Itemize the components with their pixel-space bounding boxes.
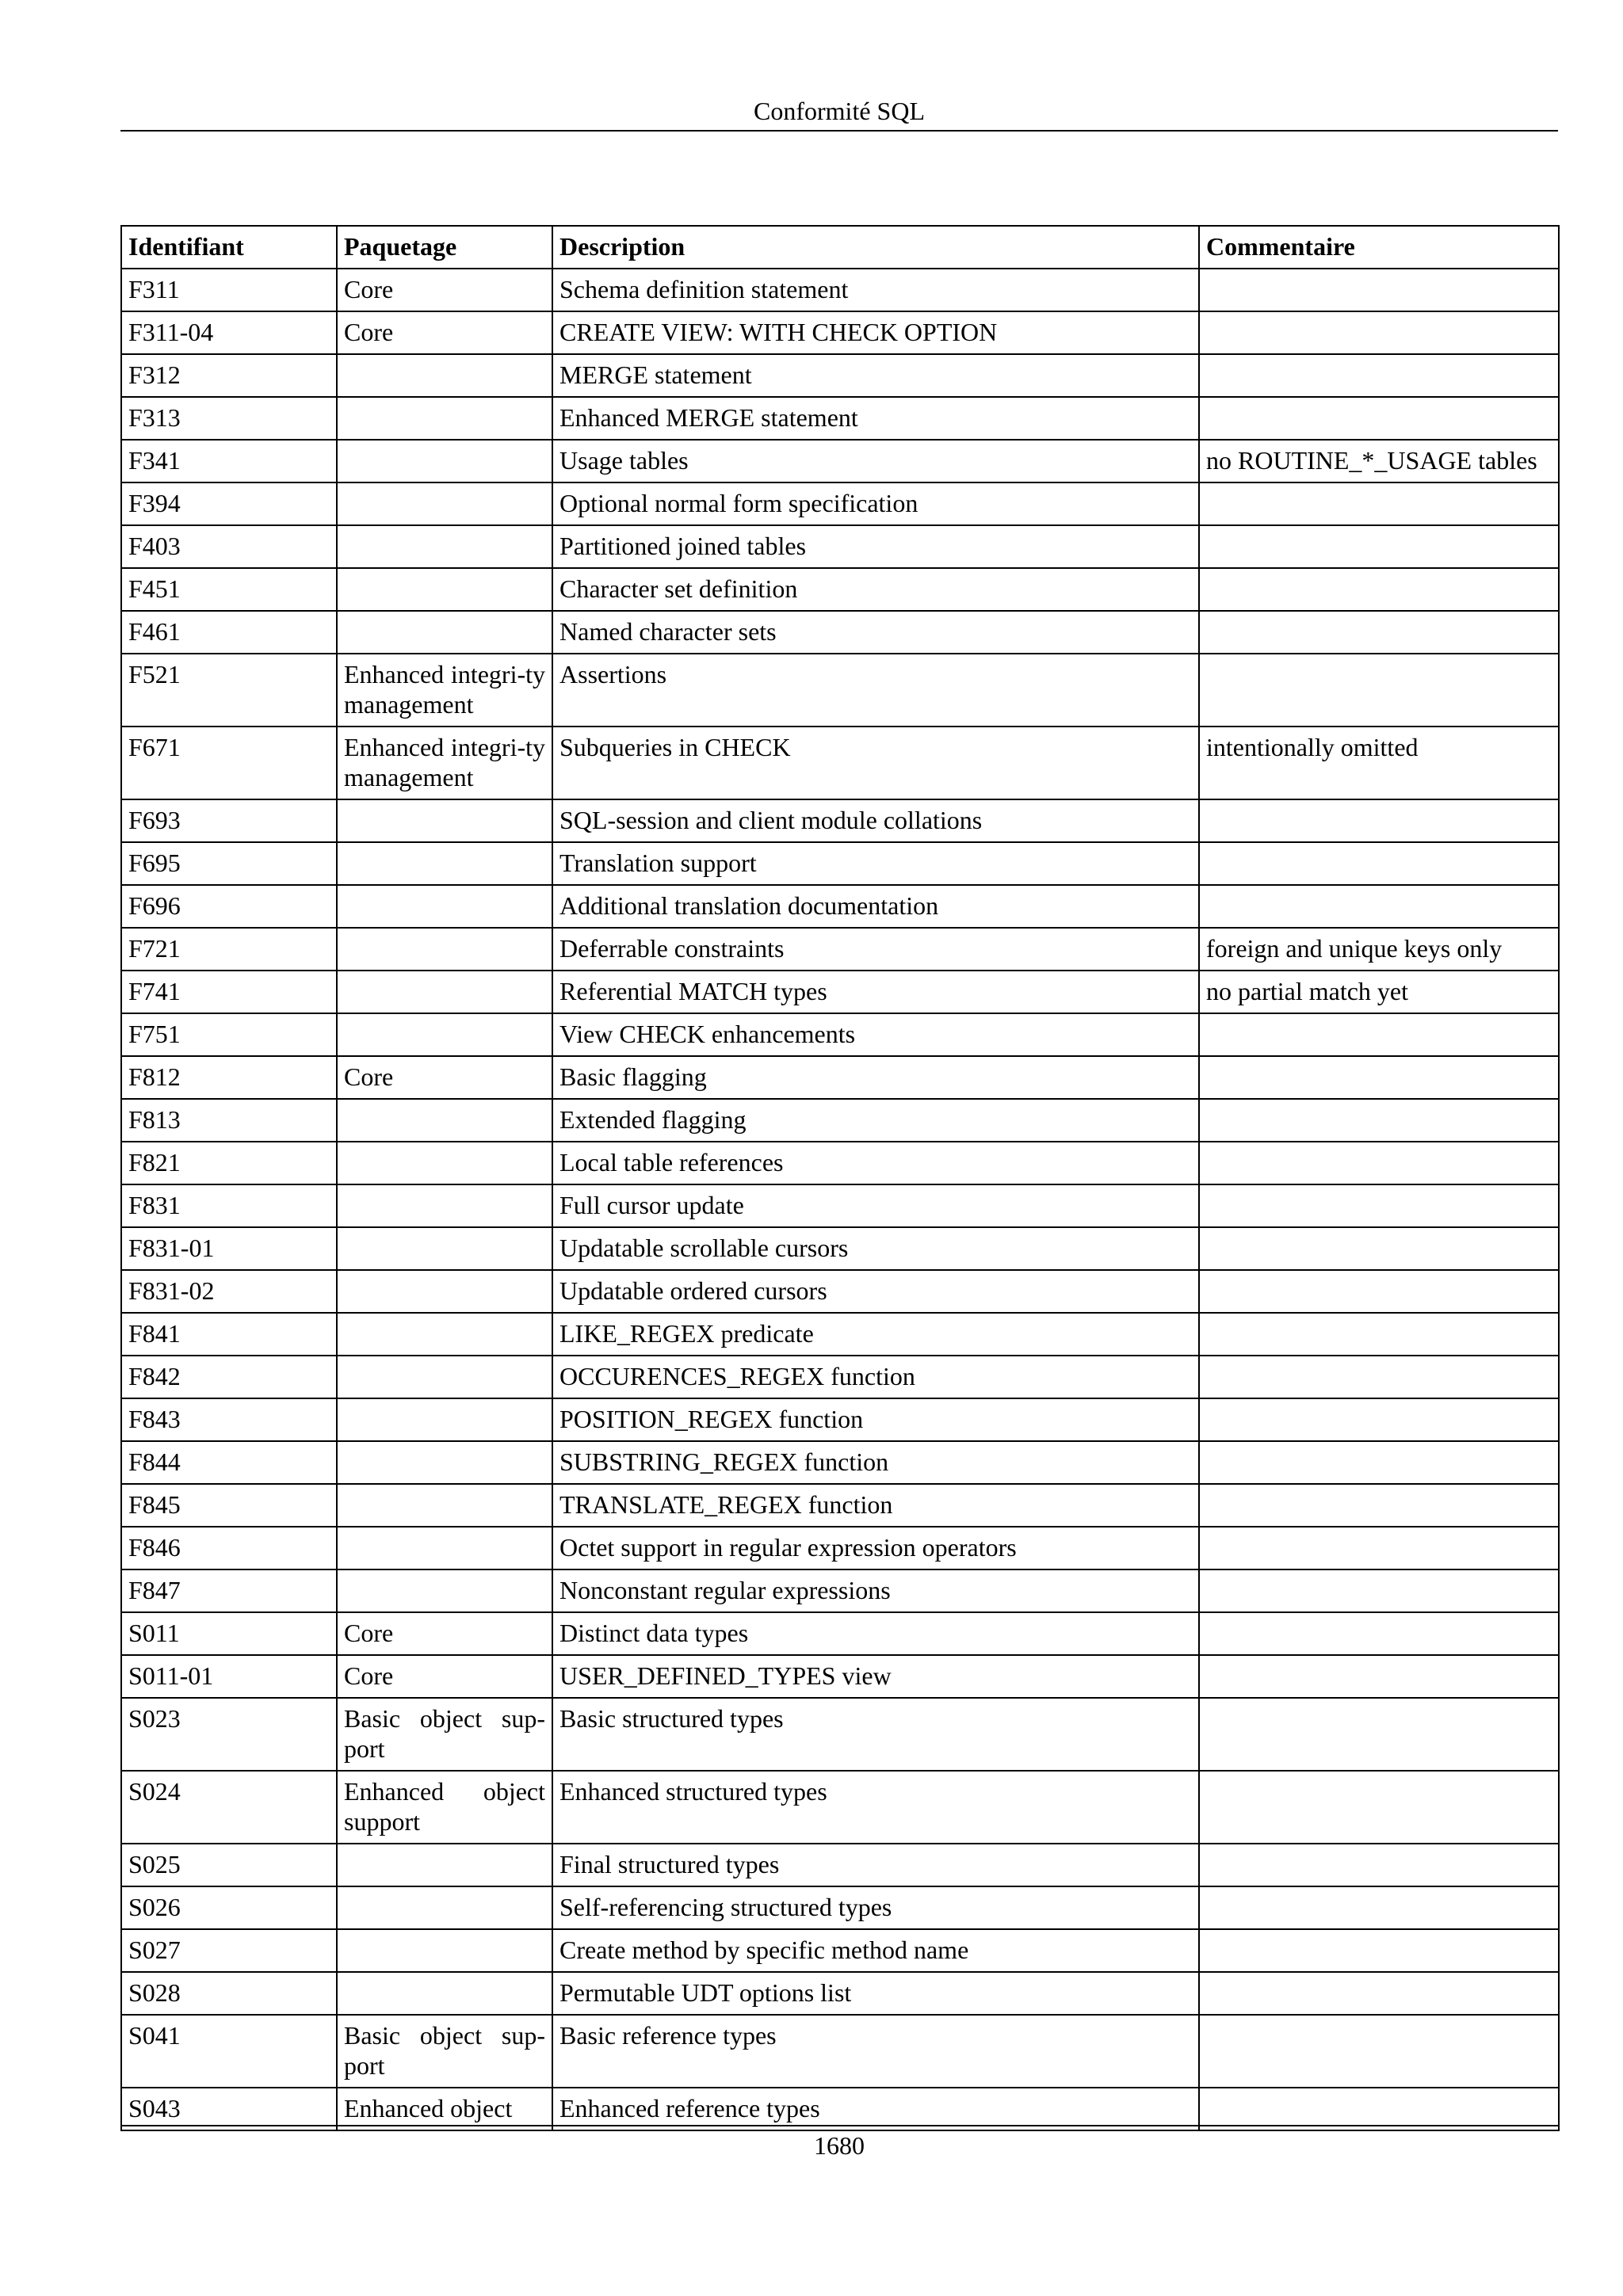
cell-description: CREATE VIEW: WITH CHECK OPTION xyxy=(552,311,1199,354)
cell-identifiant: S011-01 xyxy=(121,1655,337,1698)
cell-paquetage xyxy=(337,1484,552,1527)
table-row xyxy=(121,311,1559,354)
cell-description: Create method by specific method name xyxy=(552,1929,1199,1972)
cell-description: Named character sets xyxy=(552,611,1199,654)
cell-commentaire xyxy=(1199,1655,1559,1698)
page-header xyxy=(120,93,1558,132)
cell-paquetage: Enhanced object support xyxy=(337,1771,552,1844)
cell-description: Referential MATCH types xyxy=(552,971,1199,1013)
column-header-commentaire: Commentaire xyxy=(1199,226,1559,269)
table-row xyxy=(121,1356,1559,1398)
table-row xyxy=(121,1013,1559,1056)
cell-description: Additional translation documentation xyxy=(552,885,1199,928)
cell-paquetage: Core xyxy=(337,269,552,311)
table-row xyxy=(121,269,1559,311)
cell-identifiant: F394 xyxy=(121,482,337,525)
cell-paquetage: Enhanced integri-ty management xyxy=(337,727,552,799)
cell-commentaire xyxy=(1199,568,1559,611)
cell-commentaire xyxy=(1199,611,1559,654)
cell-paquetage xyxy=(337,885,552,928)
cell-commentaire xyxy=(1199,482,1559,525)
cell-identifiant: F845 xyxy=(121,1484,337,1527)
cell-commentaire xyxy=(1199,1698,1559,1771)
cell-commentaire xyxy=(1199,354,1559,397)
cell-identifiant: F847 xyxy=(121,1569,337,1612)
cell-paquetage xyxy=(337,1972,552,2015)
table-row xyxy=(121,1886,1559,1929)
cell-description: Octet support in regular expression operators xyxy=(552,1527,1199,1569)
table-row xyxy=(121,1398,1559,1441)
table-row xyxy=(121,1441,1559,1484)
cell-paquetage xyxy=(337,1569,552,1612)
cell-identifiant: S043 xyxy=(121,2088,337,2130)
cell-identifiant: F696 xyxy=(121,885,337,928)
cell-paquetage xyxy=(337,1099,552,1142)
cell-description: LIKE_REGEX predicate xyxy=(552,1313,1199,1356)
cell-identifiant: F695 xyxy=(121,842,337,885)
cell-paquetage xyxy=(337,1441,552,1484)
cell-identifiant: F831-01 xyxy=(121,1227,337,1270)
cell-paquetage xyxy=(337,440,552,482)
cell-description: Enhanced MERGE statement xyxy=(552,397,1199,440)
cell-commentaire xyxy=(1199,2088,1559,2130)
table-row xyxy=(121,727,1559,799)
cell-identifiant: S028 xyxy=(121,1972,337,2015)
cell-paquetage xyxy=(337,842,552,885)
table-row xyxy=(121,2088,1559,2130)
cell-identifiant: F311-04 xyxy=(121,311,337,354)
table-row xyxy=(121,799,1559,842)
table-header-row xyxy=(121,226,1559,269)
cell-identifiant: S041 xyxy=(121,2015,337,2088)
cell-paquetage xyxy=(337,611,552,654)
table-row xyxy=(121,1612,1559,1655)
table-row xyxy=(121,1972,1559,2015)
cell-identifiant: S025 xyxy=(121,1844,337,1886)
cell-commentaire xyxy=(1199,799,1559,842)
table-row xyxy=(121,1655,1559,1698)
cell-description: Optional normal form specification xyxy=(552,482,1199,525)
cell-commentaire xyxy=(1199,1099,1559,1142)
cell-commentaire xyxy=(1199,1056,1559,1099)
cell-paquetage: Enhanced object xyxy=(337,2088,552,2130)
cell-commentaire xyxy=(1199,1313,1559,1356)
cell-description: Basic reference types xyxy=(552,2015,1199,2088)
cell-paquetage: Core xyxy=(337,1612,552,1655)
table-body xyxy=(121,269,1559,2130)
column-header-identifiant: Identifiant xyxy=(121,226,337,269)
cell-description: Updatable ordered cursors xyxy=(552,1270,1199,1313)
cell-paquetage xyxy=(337,482,552,525)
cell-description: SQL-session and client module collations xyxy=(552,799,1199,842)
cell-identifiant: S023 xyxy=(121,1698,337,1771)
table-row xyxy=(121,354,1559,397)
column-header-description: Description xyxy=(552,226,1199,269)
cell-identifiant: F341 xyxy=(121,440,337,482)
cell-identifiant: F844 xyxy=(121,1441,337,1484)
cell-paquetage: Core xyxy=(337,311,552,354)
cell-commentaire: no ROUTINE_*_USAGE tables xyxy=(1199,440,1559,482)
cell-identifiant: S011 xyxy=(121,1612,337,1655)
cell-description: SUBSTRING_REGEX function xyxy=(552,1441,1199,1484)
cell-description: Deferrable constraints xyxy=(552,928,1199,971)
page-number: 1680 xyxy=(814,2131,865,2160)
cell-identifiant: F831 xyxy=(121,1184,337,1227)
cell-description: Basic structured types xyxy=(552,1698,1199,1771)
table-row xyxy=(121,2015,1559,2088)
cell-identifiant: F693 xyxy=(121,799,337,842)
cell-commentaire xyxy=(1199,1612,1559,1655)
cell-description: Subqueries in CHECK xyxy=(552,727,1199,799)
cell-paquetage xyxy=(337,568,552,611)
cell-commentaire xyxy=(1199,1184,1559,1227)
table-row xyxy=(121,525,1559,568)
cell-paquetage xyxy=(337,1886,552,1929)
cell-identifiant: S024 xyxy=(121,1771,337,1844)
cell-commentaire: foreign and unique keys only xyxy=(1199,928,1559,971)
cell-description: Enhanced structured types xyxy=(552,1771,1199,1844)
cell-commentaire xyxy=(1199,1569,1559,1612)
cell-description: Updatable scrollable cursors xyxy=(552,1227,1199,1270)
cell-commentaire xyxy=(1199,525,1559,568)
cell-identifiant: F842 xyxy=(121,1356,337,1398)
cell-paquetage: Enhanced integri-ty management xyxy=(337,654,552,727)
cell-identifiant: F831-02 xyxy=(121,1270,337,1313)
cell-commentaire xyxy=(1199,1441,1559,1484)
table-row xyxy=(121,971,1559,1013)
cell-identifiant: S027 xyxy=(121,1929,337,1972)
cell-paquetage: Core xyxy=(337,1056,552,1099)
cell-paquetage xyxy=(337,971,552,1013)
cell-description: Translation support xyxy=(552,842,1199,885)
table-row xyxy=(121,1056,1559,1099)
page-footer xyxy=(120,2125,1558,2163)
cell-commentaire: no partial match yet xyxy=(1199,971,1559,1013)
cell-paquetage: Basic object sup-port xyxy=(337,2015,552,2088)
table-row xyxy=(121,397,1559,440)
cell-description: TRANSLATE_REGEX function xyxy=(552,1484,1199,1527)
cell-description: Assertions xyxy=(552,654,1199,727)
table-row xyxy=(121,1527,1559,1569)
cell-commentaire xyxy=(1199,1270,1559,1313)
cell-description: Final structured types xyxy=(552,1844,1199,1886)
cell-paquetage xyxy=(337,1270,552,1313)
cell-identifiant: F843 xyxy=(121,1398,337,1441)
cell-identifiant: F751 xyxy=(121,1013,337,1056)
cell-commentaire xyxy=(1199,1844,1559,1886)
cell-description: Schema definition statement xyxy=(552,269,1199,311)
page-title: Conformité SQL xyxy=(754,97,925,125)
table-row xyxy=(121,1313,1559,1356)
cell-description: USER_DEFINED_TYPES view xyxy=(552,1655,1199,1698)
cell-identifiant: F403 xyxy=(121,525,337,568)
table-row xyxy=(121,440,1559,482)
cell-paquetage xyxy=(337,1142,552,1184)
cell-paquetage xyxy=(337,1184,552,1227)
table-row xyxy=(121,1142,1559,1184)
cell-description: Partitioned joined tables xyxy=(552,525,1199,568)
table-row xyxy=(121,1227,1559,1270)
cell-identifiant: F846 xyxy=(121,1527,337,1569)
cell-commentaire xyxy=(1199,1972,1559,2015)
cell-description: Nonconstant regular expressions xyxy=(552,1569,1199,1612)
table-row xyxy=(121,1771,1559,1844)
cell-commentaire xyxy=(1199,1886,1559,1929)
cell-commentaire xyxy=(1199,1398,1559,1441)
cell-identifiant: F521 xyxy=(121,654,337,727)
cell-description: MERGE statement xyxy=(552,354,1199,397)
cell-paquetage xyxy=(337,1929,552,1972)
cell-commentaire xyxy=(1199,1356,1559,1398)
cell-commentaire xyxy=(1199,1142,1559,1184)
table-row xyxy=(121,1484,1559,1527)
table-row xyxy=(121,1844,1559,1886)
cell-description: Self-referencing structured types xyxy=(552,1886,1199,1929)
cell-commentaire xyxy=(1199,397,1559,440)
cell-paquetage xyxy=(337,928,552,971)
cell-commentaire xyxy=(1199,885,1559,928)
table-row xyxy=(121,568,1559,611)
cell-paquetage xyxy=(337,525,552,568)
cell-paquetage xyxy=(337,1356,552,1398)
table-row xyxy=(121,1569,1559,1612)
cell-commentaire xyxy=(1199,2015,1559,2088)
column-header-paquetage: Paquetage xyxy=(337,226,552,269)
table-row xyxy=(121,1698,1559,1771)
cell-identifiant: F741 xyxy=(121,971,337,1013)
cell-identifiant: F812 xyxy=(121,1056,337,1099)
table-row xyxy=(121,1270,1559,1313)
table-row xyxy=(121,611,1559,654)
cell-paquetage: Core xyxy=(337,1655,552,1698)
cell-commentaire xyxy=(1199,269,1559,311)
cell-paquetage xyxy=(337,354,552,397)
cell-paquetage xyxy=(337,1398,552,1441)
cell-commentaire xyxy=(1199,1929,1559,1972)
cell-commentaire xyxy=(1199,1771,1559,1844)
cell-identifiant: S026 xyxy=(121,1886,337,1929)
cell-paquetage xyxy=(337,1013,552,1056)
table-row xyxy=(121,1099,1559,1142)
cell-identifiant: F841 xyxy=(121,1313,337,1356)
table-row xyxy=(121,928,1559,971)
cell-paquetage xyxy=(337,1227,552,1270)
cell-paquetage xyxy=(337,1844,552,1886)
table-row xyxy=(121,1929,1559,1972)
table-row xyxy=(121,482,1559,525)
cell-identifiant: F312 xyxy=(121,354,337,397)
cell-paquetage xyxy=(337,397,552,440)
table-row xyxy=(121,1184,1559,1227)
cell-description: Basic flagging xyxy=(552,1056,1199,1099)
cell-identifiant: F721 xyxy=(121,928,337,971)
cell-description: Usage tables xyxy=(552,440,1199,482)
table-row xyxy=(121,842,1559,885)
cell-paquetage: Basic object sup-port xyxy=(337,1698,552,1771)
cell-description: Permutable UDT options list xyxy=(552,1972,1199,2015)
cell-commentaire xyxy=(1199,1013,1559,1056)
cell-description: Distinct data types xyxy=(552,1612,1199,1655)
cell-description: Full cursor update xyxy=(552,1184,1199,1227)
cell-commentaire xyxy=(1199,1484,1559,1527)
conformance-table-container xyxy=(120,225,1558,2131)
table-row xyxy=(121,654,1559,727)
cell-description: OCCURENCES_REGEX function xyxy=(552,1356,1199,1398)
cell-identifiant: F313 xyxy=(121,397,337,440)
cell-paquetage xyxy=(337,1527,552,1569)
cell-commentaire xyxy=(1199,311,1559,354)
cell-description: Local table references xyxy=(552,1142,1199,1184)
cell-commentaire xyxy=(1199,654,1559,727)
cell-commentaire xyxy=(1199,842,1559,885)
cell-description: Character set definition xyxy=(552,568,1199,611)
cell-commentaire: intentionally omitted xyxy=(1199,727,1559,799)
table-row xyxy=(121,885,1559,928)
cell-identifiant: F671 xyxy=(121,727,337,799)
cell-identifiant: F451 xyxy=(121,568,337,611)
cell-description: Enhanced reference types xyxy=(552,2088,1199,2130)
cell-paquetage xyxy=(337,799,552,842)
cell-description: POSITION_REGEX function xyxy=(552,1398,1199,1441)
cell-description: Extended flagging xyxy=(552,1099,1199,1142)
cell-commentaire xyxy=(1199,1227,1559,1270)
cell-identifiant: F461 xyxy=(121,611,337,654)
cell-paquetage xyxy=(337,1313,552,1356)
cell-commentaire xyxy=(1199,1527,1559,1569)
cell-description: View CHECK enhancements xyxy=(552,1013,1199,1056)
conformance-table xyxy=(120,225,1560,2131)
cell-identifiant: F813 xyxy=(121,1099,337,1142)
cell-identifiant: F821 xyxy=(121,1142,337,1184)
cell-identifiant: F311 xyxy=(121,269,337,311)
